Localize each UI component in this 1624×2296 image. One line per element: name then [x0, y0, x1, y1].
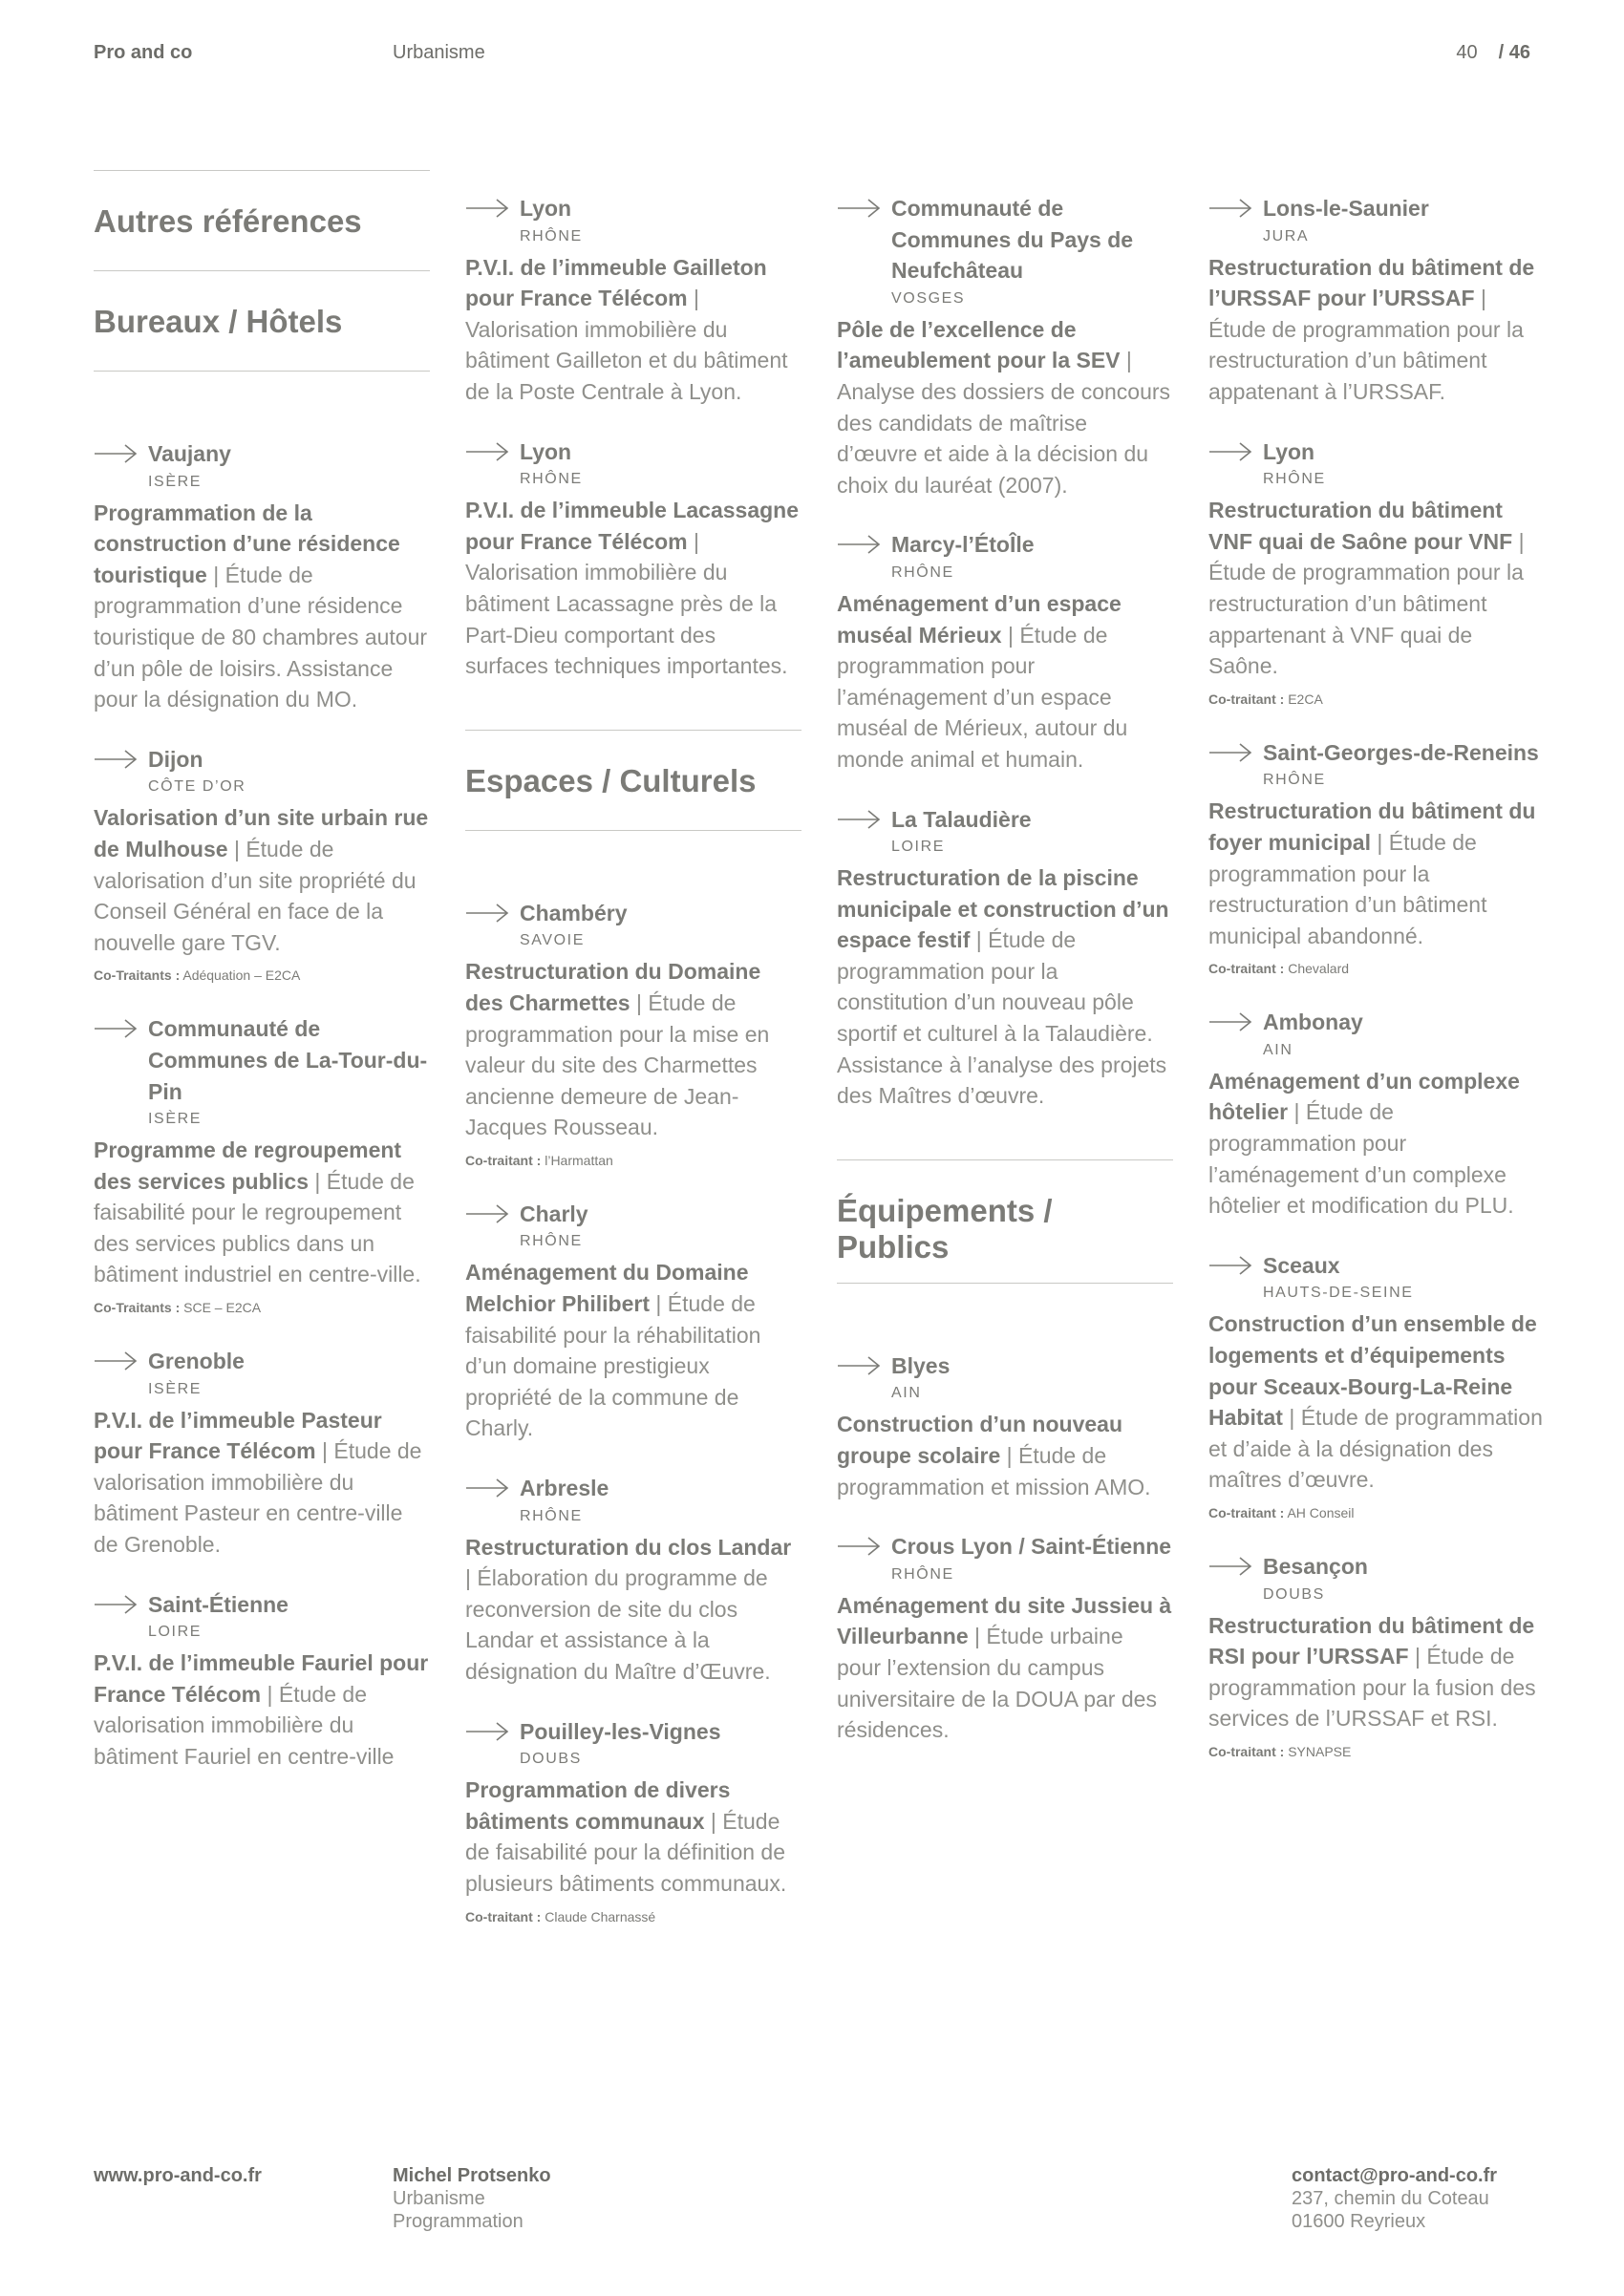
entry-body [1208, 252, 1545, 408]
entry-city: Vaujany [148, 441, 231, 466]
entry-description: Étude de faisabilité pour la définition de plusieurs bâtiments communaux. [465, 1808, 787, 1896]
arrow-right-icon [94, 443, 138, 464]
entry-region: LOIRE [148, 1624, 203, 1641]
reference-entry [94, 438, 430, 715]
separator: | [314, 1168, 321, 1194]
entry-title: Restructuration du bâtiment VNF quai de Saône pour VNF [1208, 498, 1513, 554]
entry-cotraitant [465, 1907, 801, 1926]
entry-description: Élaboration du programme de reconversion de site du clos Landar et assistance à la désignation du Maître d’Œuvre. [465, 1565, 771, 1684]
separator: | [1518, 528, 1525, 554]
entry-region: ISÈRE [148, 1111, 203, 1128]
entries-list [465, 193, 801, 682]
divider [94, 170, 430, 171]
separator: | [655, 1291, 662, 1317]
entry-title: Valorisation d’un site urbain rue de Mulhouse [94, 805, 429, 861]
entry-region: RHÔNE [520, 1507, 583, 1524]
entry-region: ISÈRE [148, 473, 203, 490]
address-line-2: 01600 Reyrieux [1292, 2211, 1426, 2232]
entry-title: Programmation de la construction d’une résidence touristique [94, 500, 400, 587]
arrow-right-icon [465, 1203, 509, 1224]
separator: | [322, 1438, 328, 1464]
author-role-1: Urbanisme [393, 2188, 485, 2209]
entry-city: Sceaux [1263, 1252, 1340, 1278]
cotraitant-label: Co-Traitants : [94, 967, 181, 984]
arrow-right-icon [94, 1594, 138, 1615]
arrow-right-icon [465, 198, 509, 219]
entry-body [837, 314, 1173, 501]
entry-region: CÔTE D’OR [148, 778, 246, 796]
entry-cotraitant [1208, 1503, 1545, 1522]
cotraitant-label: Co-traitant : [465, 1152, 542, 1168]
entry-head [465, 1473, 801, 1504]
current-page: 40 [1456, 42, 1478, 63]
entry-region: HAUTS-DE-SEINE [1263, 1285, 1414, 1302]
entry-head [465, 436, 801, 468]
entry-title: Aménagement du site Jussieu à Villeurbanne [837, 1592, 1172, 1649]
section-name: Urbanisme [393, 42, 485, 63]
entries-list [94, 438, 430, 1773]
cotraitant-value: SYNAPSE [1288, 1743, 1352, 1759]
entry-title: Restructuration du bâtiment de RSI pour l’URSSAF [1208, 1612, 1535, 1669]
arrow-right-icon [94, 749, 138, 770]
cotraitant-label: Co-traitant : [1208, 691, 1285, 707]
author-name: Michel Protsenko [393, 2165, 551, 2186]
entry-title: Construction d’un nouveau groupe scolaire [837, 1412, 1122, 1469]
separator: | [975, 927, 982, 953]
arrow-right-icon [465, 903, 509, 924]
entry-head [1208, 1250, 1545, 1282]
email-link[interactable]: contact@pro-and-co.fr [1292, 2165, 1498, 2186]
reference-entry [837, 804, 1173, 1112]
entry-body [1208, 1066, 1545, 1222]
entry-title: Pôle de l’excellence de l’ameublement pour la SEV [837, 316, 1121, 373]
entry-head [465, 1199, 801, 1230]
entry-head [94, 1589, 430, 1621]
entry-cotraitant [94, 966, 430, 985]
entry-body [837, 588, 1173, 776]
entry-head [94, 1013, 430, 1107]
entry-cotraitant [465, 1151, 801, 1170]
separator: | [974, 1624, 980, 1649]
entry-cotraitant [1208, 690, 1545, 709]
arrow-right-icon [1208, 742, 1252, 763]
arrow-right-icon [1208, 441, 1252, 462]
separator: | [1480, 286, 1486, 311]
entry-city: Saint-Georges-de-Reneins [1263, 739, 1539, 765]
separator: | [1125, 348, 1132, 373]
address-line-1: 237, chemin du Coteau [1292, 2188, 1489, 2209]
reference-entry [837, 1531, 1173, 1746]
reference-entry [94, 1013, 430, 1317]
reference-entry [1208, 1551, 1545, 1761]
entry-city: Charly [520, 1201, 588, 1226]
separator: | [213, 562, 220, 587]
entry-head [837, 529, 1173, 561]
entry-description: Étude de programmation pour la restructuration d’un bâtiment appatenant à l’URSSAF. [1208, 316, 1524, 404]
section-title-espaces: Espaces / Culturels [465, 762, 757, 798]
entry-region: RHÔNE [520, 471, 583, 488]
entry-title: P.V.I. de l’immeuble Fauriel pour France Télécom [94, 1650, 429, 1707]
entry-description: Étude de faisabilité pour le regroupement des services publics dans un bâtiment industriel en centre-ville. [94, 1168, 421, 1287]
entry-description: Étude de programmation pour la constitution d’un nouveau pôle sportif et culturel à la Talaudière. Assistance à l’analyse des projets des Maîtres d’œuvre. [837, 927, 1167, 1109]
entry-city: Lons-le-Saunier [1263, 196, 1429, 221]
entry-body [465, 956, 801, 1143]
entry-head [1208, 193, 1545, 224]
entry-title: P.V.I. de l’immeuble Pasteur pour France Télécom [94, 1407, 382, 1464]
entry-head [1208, 1007, 1545, 1038]
entry-body [1208, 796, 1545, 951]
entry-description: Étude de programmation d’une résidence touristique de 80 chambres autour d’un pôle de loisirs. Assistance pour la désignation du MO. [94, 562, 428, 712]
entry-head [94, 1346, 430, 1377]
entry-region: ISÈRE [148, 1380, 203, 1397]
arrow-right-icon [1208, 1255, 1252, 1276]
entry-region: SAVOIE [520, 932, 585, 949]
entry-region: RHÔNE [520, 1233, 583, 1250]
cotraitant-label: Co-Traitants : [94, 1300, 181, 1316]
cotraitant-value: l’Harmattan [545, 1152, 613, 1168]
website-link[interactable]: www.pro-and-co.fr [94, 2165, 262, 2186]
entry-city: Crous Lyon / Saint-Étienne [891, 1534, 1172, 1560]
entry-title: Restructuration du Domaine des Charmettes [465, 959, 761, 1015]
entry-title: Aménagement du Domaine Melchior Philibert [465, 1260, 749, 1317]
entry-description: Étude de valorisation d’un site propriété du Conseil Général en face de la nouvelle gare TGV. [94, 836, 417, 955]
entry-description: Étude de faisabilité pour la réhabilitation d’un domaine prestigieux propriété de la commune de Charly. [465, 1291, 761, 1441]
entry-body [465, 1532, 801, 1688]
reference-entry [837, 529, 1173, 775]
entry-region: AIN [1263, 1041, 1293, 1058]
entry-city: Lyon [1263, 438, 1315, 464]
entry-body [1208, 1610, 1545, 1734]
entry-head [1208, 1551, 1545, 1583]
entry-city: Communauté de Communes de La-Tour-du-Pin [148, 1016, 428, 1104]
entry-head [465, 193, 801, 224]
entry-city: Communauté de Communes du Pays de Neufchâteau [891, 196, 1134, 284]
arrow-right-icon [837, 1355, 881, 1376]
cotraitant-label: Co-traitant : [1208, 1743, 1285, 1759]
reference-entry [465, 436, 801, 682]
reference-entry [94, 1346, 430, 1561]
entry-head [837, 193, 1173, 287]
entry-region: RHÔNE [520, 227, 583, 244]
separator: | [1377, 829, 1383, 855]
entry-city: Pouilley-les-Vignes [520, 1718, 721, 1744]
section-title-equipements: Équipements / Publics [837, 1192, 1053, 1265]
entry-city: Lyon [520, 438, 572, 464]
separator: | [694, 286, 699, 311]
page-number [1456, 42, 1530, 64]
entry-city: Dijon [148, 746, 203, 772]
separator: | [233, 836, 240, 861]
entry-head [465, 1716, 801, 1748]
arrow-right-icon [1208, 1011, 1252, 1032]
separator: | [267, 1681, 273, 1707]
arrow-right-icon [837, 809, 881, 830]
entry-cotraitant [94, 1298, 430, 1317]
reference-entry [465, 1199, 801, 1444]
entry-body [465, 1257, 801, 1444]
cotraitant-value: Claude Charnassé [545, 1908, 656, 1924]
separator: | [710, 1808, 716, 1834]
section-title-bureaux: Bureaux / Hôtels [94, 304, 343, 339]
divider [94, 270, 430, 271]
entry-region: RHÔNE [1263, 471, 1326, 488]
reference-entry [465, 1473, 801, 1688]
cotraitant-value: Adéquation – E2CA [182, 967, 301, 984]
entry-title: Aménagement d’un espace muséal Mérieux [837, 590, 1122, 648]
separator: | [635, 989, 642, 1015]
entry-region: RHÔNE [1263, 772, 1326, 789]
reference-entry [94, 1589, 430, 1773]
arrow-right-icon [837, 198, 881, 219]
entry-description: Étude de programmation pour la fusion des services de l’URSSAF et RSI. [1208, 1644, 1536, 1732]
entry-title: Restructuration de la piscine municipale et construction d’un espace festif [837, 865, 1169, 953]
entries-list [837, 193, 1173, 1112]
reference-entry [94, 744, 430, 986]
entry-body [94, 498, 430, 715]
reference-entry [465, 193, 801, 408]
cotraitant-value: AH Conseil [1287, 1505, 1355, 1520]
arrow-right-icon [837, 1536, 881, 1557]
divider [465, 830, 801, 831]
arrow-right-icon [837, 534, 881, 555]
reference-entry [1208, 436, 1545, 709]
reference-entry [837, 1350, 1173, 1502]
entry-description: Étude de programmation pour la restructuration d’un bâtiment appartenant à VNF quai de Saône. [1208, 560, 1524, 679]
entry-description: Étude de programmation pour l’aménagement d’un complexe hôtelier et modification du PLU. [1208, 1099, 1514, 1219]
entry-body [1208, 495, 1545, 682]
entry-city: Saint-Étienne [148, 1591, 288, 1617]
separator: | [1289, 1405, 1295, 1431]
page-header [94, 42, 1530, 71]
entry-description: Étude de programmation pour la mise en valeur du site des Charmettes ancienne demeure de Jean-Jacques Rousseau. [465, 989, 770, 1140]
entry-title: Programme de regroupement des services publics [94, 1137, 402, 1194]
entry-region: DOUBS [520, 1751, 582, 1768]
cotraitant-label: Co-traitant : [1208, 961, 1285, 977]
entry-description: Valorisation immobilière du bâtiment Lacassagne près de la Part-Dieu comportant des surfaces techniques importantes. [465, 560, 788, 679]
entry-body [837, 1590, 1173, 1746]
divider [837, 1159, 1173, 1160]
entry-body [837, 862, 1173, 1112]
separator: | [1007, 622, 1014, 648]
entry-head [837, 1531, 1173, 1563]
column-1 [94, 170, 430, 1773]
author-block [393, 2164, 551, 2233]
separator: | [694, 528, 699, 554]
separator: | [465, 1565, 471, 1591]
entry-title: P.V.I. de l’immeuble Gailleton pour France Télécom [465, 254, 767, 311]
entry-description: Analyse des dossiers de concours des candidats de maîtrise d’œuvre et aide à la décision du choix du lauréat (2007). [837, 378, 1171, 498]
section-title-autres: Autres références [94, 203, 362, 239]
arrow-right-icon [465, 1478, 509, 1499]
arrow-right-icon [465, 1721, 509, 1742]
entries-list [837, 1350, 1173, 1746]
reference-entry [837, 193, 1173, 500]
entry-city: La Talaudière [891, 806, 1032, 832]
cotraitant-label: Co-traitant : [465, 1908, 542, 1924]
entry-region: JURA [1263, 227, 1310, 244]
entry-cotraitant [1208, 1742, 1545, 1761]
entry-city: Chambéry [520, 900, 628, 925]
entry-title: Restructuration du clos Landar [465, 1534, 792, 1560]
entry-city: Lyon [520, 196, 572, 221]
entry-body [94, 1135, 430, 1290]
entry-body [465, 1775, 801, 1899]
entry-body [94, 802, 430, 958]
arrow-right-icon [1208, 198, 1252, 219]
entry-description: Étude urbaine pour l’extension du campus universitaire de la DOUA par des résidences. [837, 1624, 1157, 1743]
entry-description: Étude de programmation pour la restructuration d’un bâtiment municipal abandonné. [1208, 829, 1487, 948]
entries-list [1208, 193, 1545, 1761]
reference-entry [1208, 193, 1545, 408]
entry-body [465, 495, 801, 682]
divider [94, 371, 430, 372]
divider [465, 730, 801, 731]
contact-block [1292, 2164, 1497, 2233]
entry-city: Ambonay [1263, 1010, 1363, 1035]
total-pages: / 46 [1498, 42, 1530, 63]
entry-body [465, 252, 801, 408]
entry-cotraitant [1208, 959, 1545, 978]
reference-entry [1208, 1007, 1545, 1222]
column-2 [465, 193, 801, 1926]
entry-description: Étude de programmation et mission AMO. [837, 1443, 1151, 1499]
entry-title: P.V.I. de l’immeuble Lacassagne pour France Télécom [465, 498, 800, 554]
entry-city: Blyes [891, 1352, 951, 1378]
entry-region: LOIRE [891, 839, 946, 856]
entry-city: Besançon [1263, 1554, 1368, 1579]
entry-description: Étude de valorisation immobilière du bâtiment Pasteur en centre-ville de Grenoble. [94, 1438, 422, 1558]
reference-entry [465, 898, 801, 1170]
entry-description: Étude de programmation pour l’aménagement d’un espace muséal de Mérieux, autour du monde animal et humain. [837, 622, 1128, 772]
brand-name: Pro and co [94, 42, 193, 63]
entry-body [1208, 1308, 1545, 1496]
entry-title: Programmation de divers bâtiments communaux [465, 1777, 731, 1834]
cotraitant-value: SCE – E2CA [183, 1300, 262, 1316]
entry-title: Restructuration du bâtiment de l’URSSAF pour l’URSSAF [1208, 254, 1535, 311]
cotraitant-label: Co-traitant : [1208, 1505, 1285, 1520]
arrow-right-icon [94, 1350, 138, 1371]
entry-head [94, 438, 430, 470]
entry-body [94, 1648, 430, 1772]
entry-head [837, 1350, 1173, 1382]
entry-region: VOSGES [891, 289, 966, 307]
entry-head [94, 744, 430, 776]
arrow-right-icon [94, 1018, 138, 1039]
entry-description: Étude de programmation et d’aide à la désignation des maîtres d’œuvre. [1208, 1405, 1543, 1493]
arrow-right-icon [465, 441, 509, 462]
entry-region: DOUBS [1263, 1585, 1325, 1603]
entry-region: RHÔNE [891, 563, 954, 581]
entry-description: Valorisation immobilière du bâtiment Gailleton et du bâtiment de la Poste Centrale à Lyon. [465, 316, 788, 404]
arrow-right-icon [1208, 1556, 1252, 1577]
entry-description: Étude de valorisation immobilière du bâtiment Fauriel en centre-ville [94, 1681, 395, 1769]
entry-title: Construction d’un ensemble de logements et d’équipements pour Sceaux-Bourg-La-Reine Habitat [1208, 1311, 1537, 1431]
entry-city: Grenoble [148, 1349, 245, 1374]
divider [837, 1283, 1173, 1284]
separator: | [1006, 1443, 1013, 1469]
reference-entry [1208, 737, 1545, 979]
entry-body [837, 1409, 1173, 1502]
separator: | [1293, 1099, 1300, 1125]
entry-head [1208, 436, 1545, 468]
separator: | [1414, 1644, 1421, 1669]
cotraitant-value: Chevalard [1288, 961, 1350, 977]
entry-head [1208, 737, 1545, 769]
entries-list [465, 898, 801, 1926]
entry-head [465, 898, 801, 929]
entry-region: RHÔNE [891, 1565, 954, 1583]
cotraitant-value: E2CA [1288, 691, 1323, 707]
column-3 [837, 193, 1173, 1746]
reference-entry [1208, 1250, 1545, 1522]
entry-head [837, 804, 1173, 836]
reference-entry [465, 1716, 801, 1926]
author-role-2: Programmation [393, 2211, 524, 2232]
entry-title: Restructuration du bâtiment du foyer municipal [1208, 798, 1536, 855]
entry-title: Aménagement d’un complexe hôtelier [1208, 1068, 1520, 1125]
entry-city: Marcy-l’ÉtoÎle [891, 532, 1035, 558]
entry-body [94, 1405, 430, 1561]
column-4 [1208, 193, 1545, 1761]
entry-city: Arbresle [520, 1476, 609, 1501]
entry-region: AIN [891, 1385, 922, 1402]
